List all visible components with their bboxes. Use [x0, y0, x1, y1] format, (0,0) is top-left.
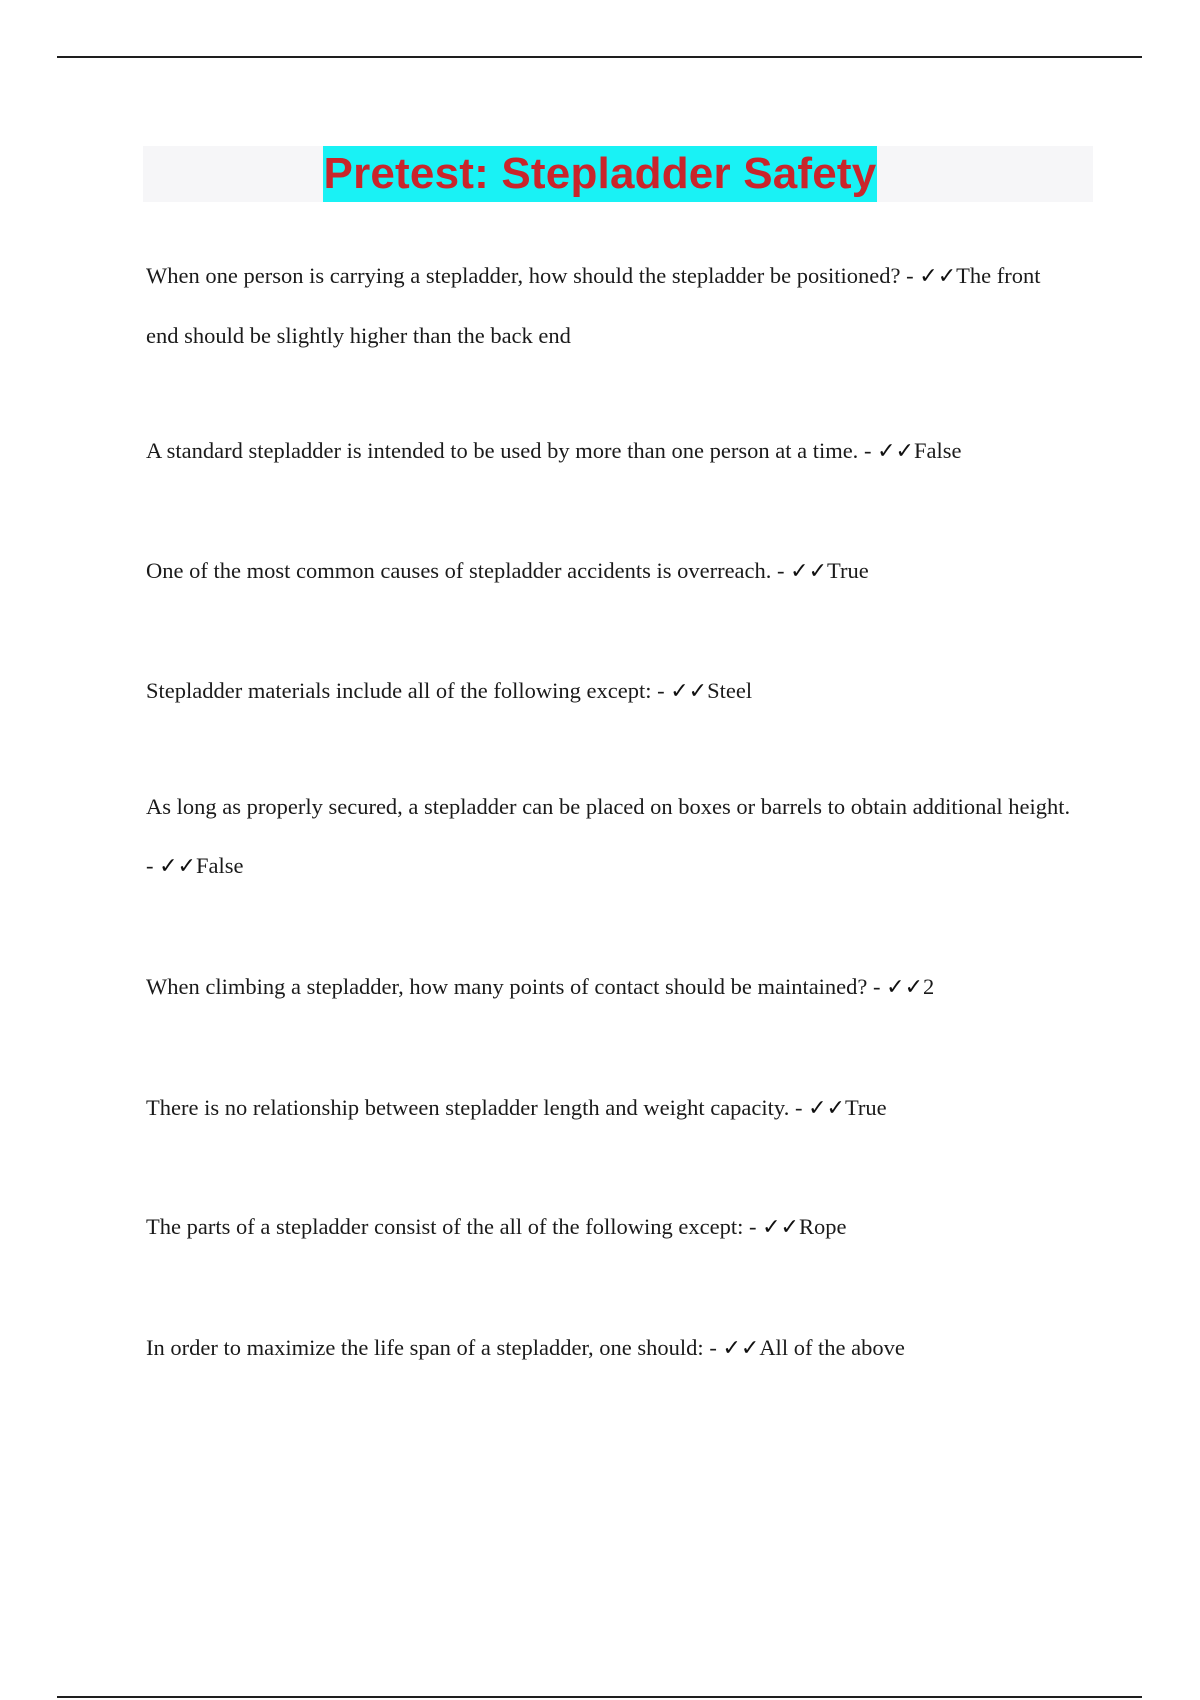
double-check-icon: ✓✓ — [886, 975, 924, 1000]
question-item — [146, 1078, 1076, 1138]
question-text: The parts of a stepladder consist of the all of the following except: — [146, 1214, 744, 1239]
double-check-icon: ✓✓ — [919, 264, 957, 289]
answer-text: 2 — [923, 974, 935, 999]
title-container — [0, 146, 1200, 202]
question-text: In order to maximize the life span of a stepladder, one should: — [146, 1335, 704, 1360]
double-check-icon: ✓✓ — [159, 854, 196, 879]
question-text: There is no relationship between stepladder length and weight capacity. — [146, 1095, 790, 1120]
question-item — [146, 957, 1076, 1017]
question-item — [146, 1197, 1076, 1257]
header-rule — [57, 56, 1142, 58]
question-text: A standard stepladder is intended to be used by more than one person at a time. — [146, 438, 859, 463]
question-item — [146, 246, 1076, 365]
separator: - — [900, 263, 920, 288]
double-check-icon: ✓✓ — [790, 559, 828, 584]
double-check-icon: ✓✓ — [808, 1096, 845, 1121]
question-item — [146, 541, 1076, 601]
answer-text: Steel — [707, 678, 753, 703]
double-check-icon: ✓✓ — [877, 439, 914, 464]
question-text: When climbing a stepladder, how many points of contact should be maintained? — [146, 974, 868, 999]
separator: - — [146, 853, 160, 878]
answer-text: Rope — [798, 1214, 847, 1239]
separator: - — [771, 558, 791, 583]
answer-text: False — [196, 853, 244, 878]
question-item — [146, 661, 1076, 721]
answer-text: All of the above — [759, 1335, 905, 1360]
separator: - — [867, 974, 887, 999]
question-text: As long as properly secured, a stepladder can be placed on boxes or barrels to obtain additional height. — [146, 794, 1071, 819]
question-item — [146, 421, 1076, 481]
double-check-icon: ✓✓ — [670, 679, 708, 704]
separator: - — [789, 1095, 809, 1120]
answer-text: The front end should be slightly higher than the back end — [146, 263, 1041, 348]
answer-text: True — [827, 558, 869, 583]
question-item — [146, 777, 1076, 896]
footer-rule — [57, 1696, 1142, 1698]
answer-text: False — [913, 438, 962, 463]
separator: - — [743, 1214, 763, 1239]
question-item — [146, 1318, 1076, 1378]
answer-text: True — [844, 1095, 887, 1120]
separator: - — [703, 1335, 723, 1360]
page-title: Pretest: Stepladder Safety — [323, 146, 878, 202]
question-text: Stepladder materials include all of the following except: — [146, 678, 652, 703]
question-text: When one person is carrying a stepladder, how should the stepladder be positioned? — [146, 263, 901, 288]
double-check-icon: ✓✓ — [722, 1336, 760, 1361]
separator: - — [858, 438, 878, 463]
question-text: One of the most common causes of stepladder accidents is overreach. — [146, 558, 772, 583]
double-check-icon: ✓✓ — [762, 1215, 799, 1240]
separator: - — [651, 678, 671, 703]
